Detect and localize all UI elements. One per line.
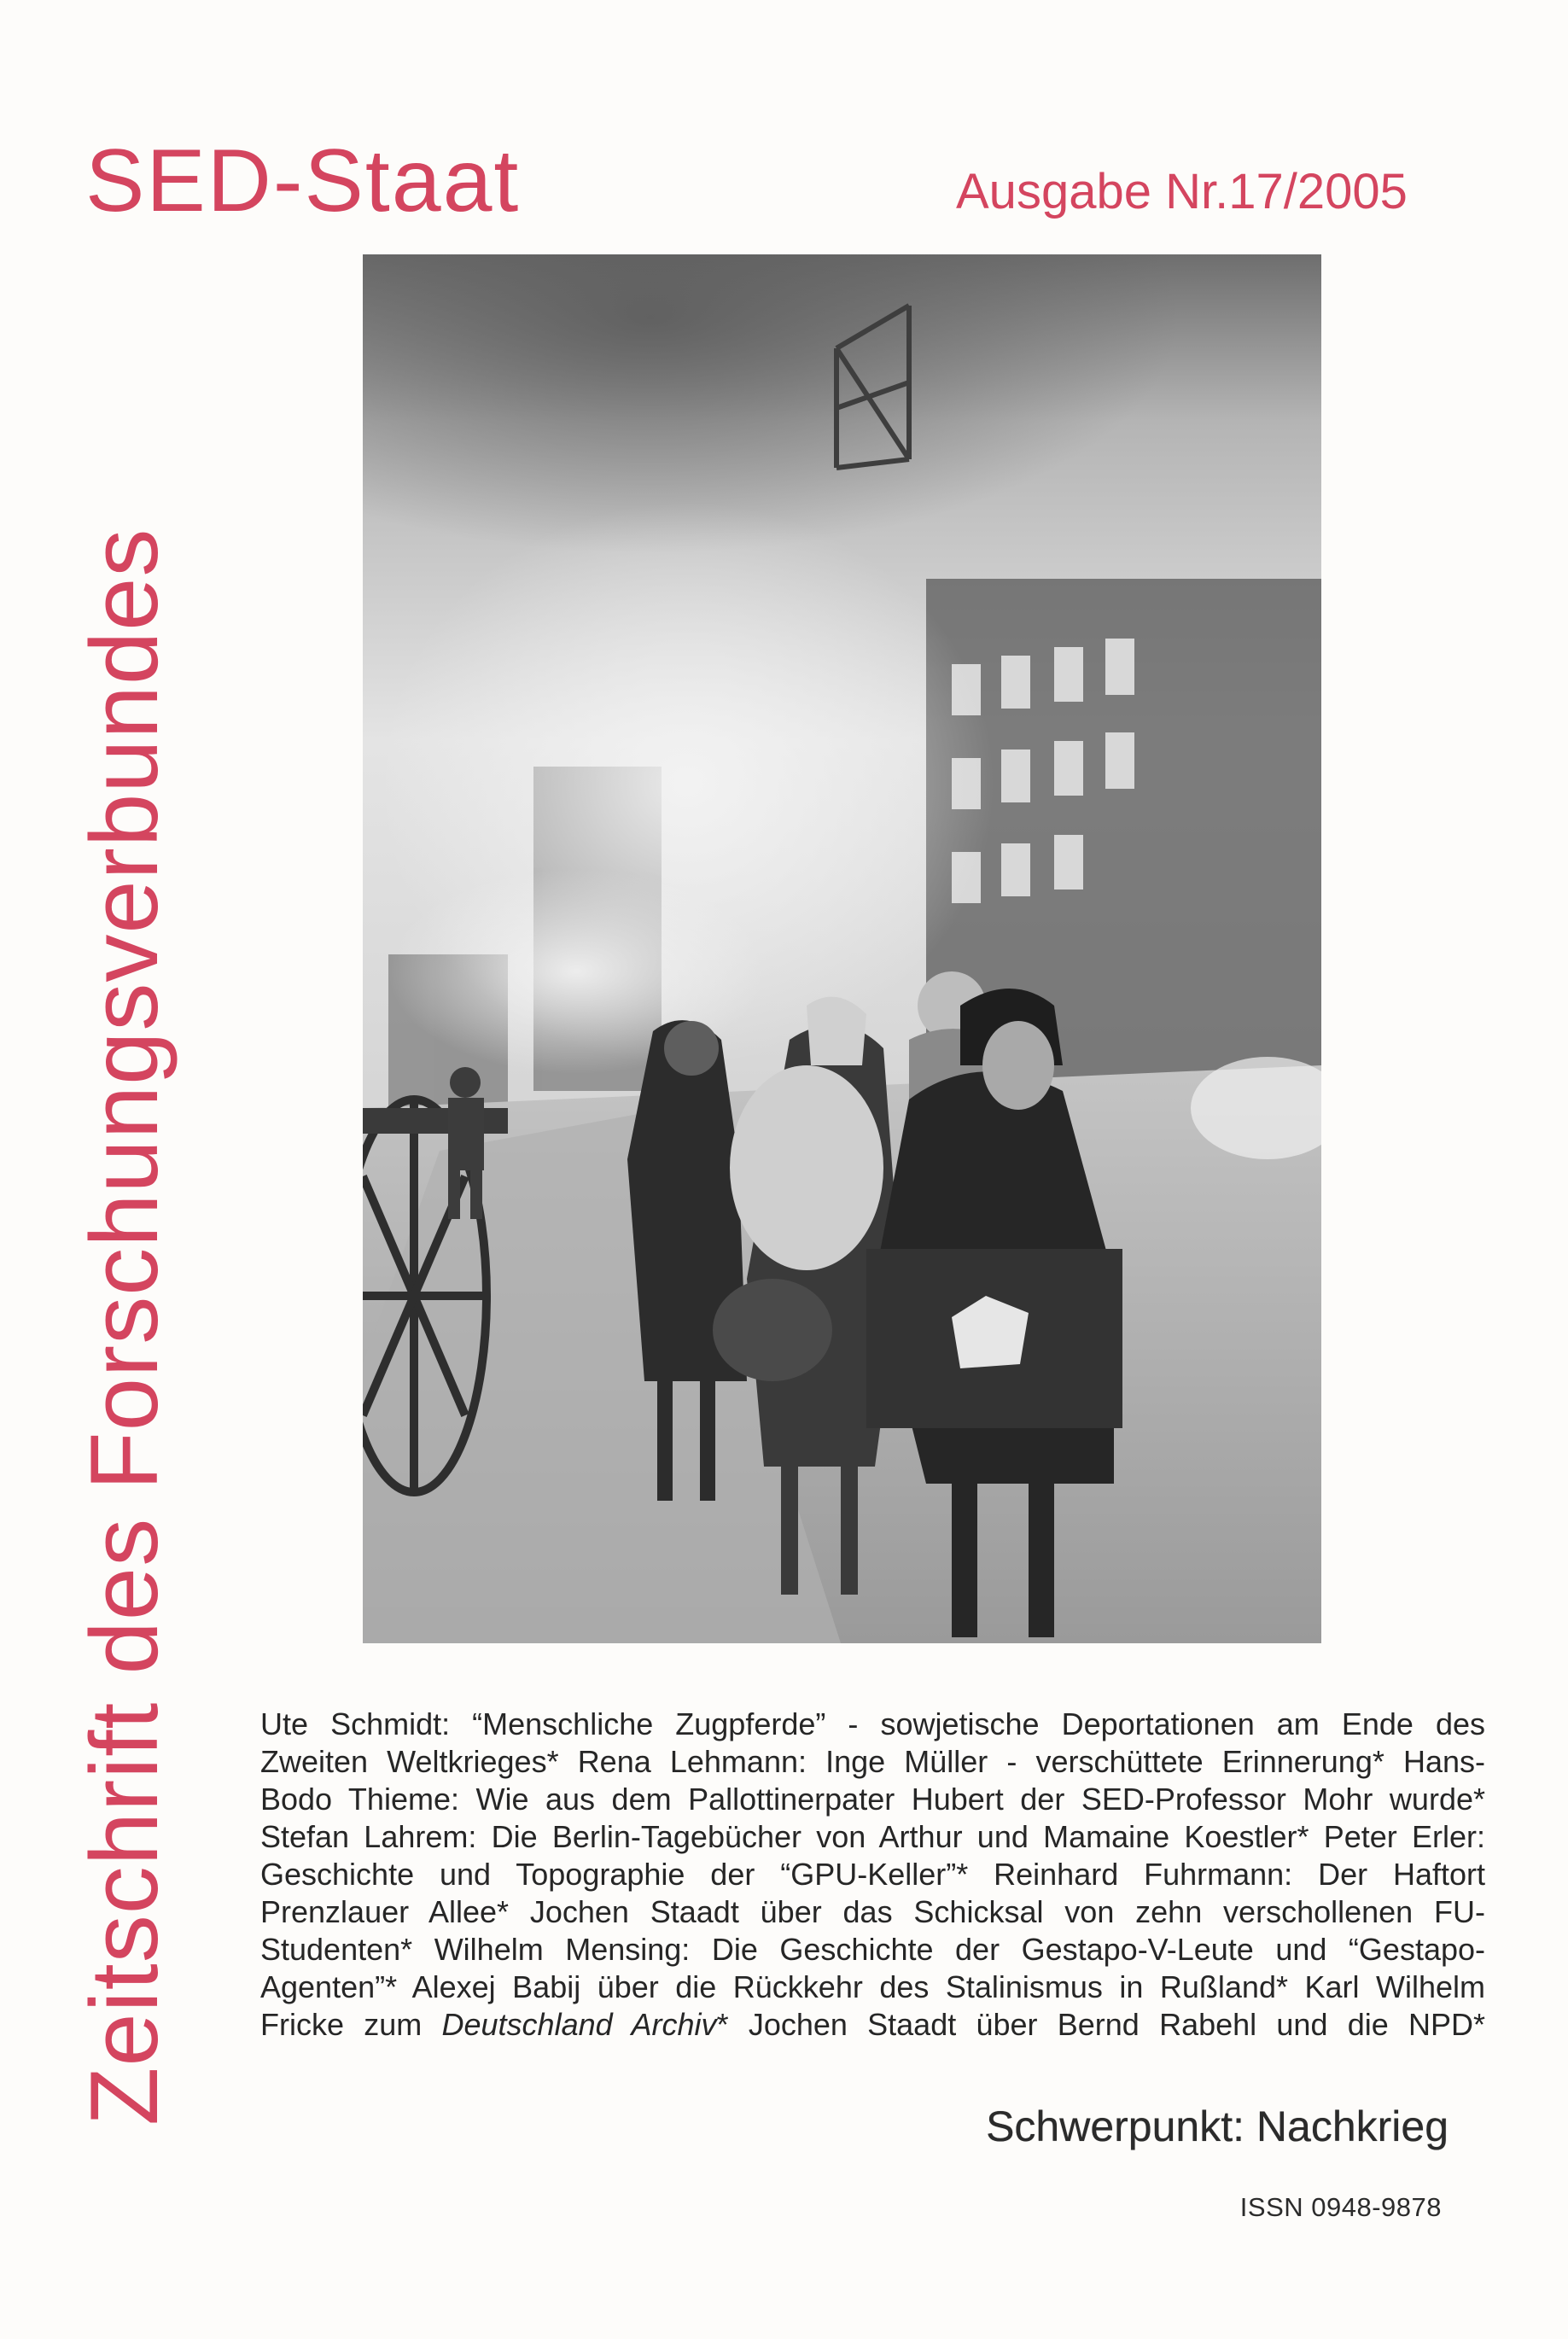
contents-line: Prenzlauer Allee* Jochen Staadt über das Schicksal von zehn verschollenen FU- — [260, 1894, 1485, 1929]
masthead-title: SED-Staat — [85, 131, 521, 230]
issue-number: Ausgabe Nr.17/2005 — [956, 164, 1408, 219]
contents-line: Ute Schmidt: “Menschliche Zugpferde” - sowjetische Deportationen am Ende des — [260, 1706, 1485, 1741]
war-refugees-photo-icon — [363, 254, 1321, 1643]
contents-line: Stefan Lahrem: Die Berlin-Tagebücher von Arthur und Mamaine Koestler* Peter Erler: — [260, 1819, 1485, 1854]
contents-line: Studenten* Wilhelm Mensing: Die Geschichte der Gestapo-V-Leute und “Gestapo- — [260, 1932, 1485, 1967]
vertical-subtitle: Zeitschrift des Forschungsverbundes — [71, 528, 178, 2126]
contents-line: Zweiten Weltkrieges* Rena Lehmann: Inge Müller - verschüttete Erinnerung* Hans- — [260, 1744, 1485, 1779]
contents-line: Geschichte und Topographie der “GPU-Keller”* Reinhard Fuhrmann: Der Haftort — [260, 1857, 1485, 1892]
contents-line-last — [260, 2006, 1485, 2044]
cover-photo — [363, 254, 1321, 1643]
focus-heading: Schwerpunkt: Nachkrieg — [986, 2103, 1449, 2150]
contents-line: Bodo Thieme: Wie aus dem Pallottinerpater Hubert der SED-Professor Mohr wurde* — [260, 1782, 1485, 1817]
contents-line: Agenten”* Alexej Babij über die Rückkehr des Stalinismus in Rußland* Karl Wilhelm — [260, 1969, 1485, 2004]
issn-number: ISSN 0948-9878 — [1239, 2192, 1442, 2222]
contents-journal-title: Deutschland Archiv — [441, 2007, 717, 2042]
contents-list — [260, 1706, 1485, 2044]
contents-last-after: * Jochen Staadt über Bernd Rabehl und die NPD* — [716, 2007, 1486, 2042]
contents-last-before: Fricke zum — [260, 2007, 442, 2042]
